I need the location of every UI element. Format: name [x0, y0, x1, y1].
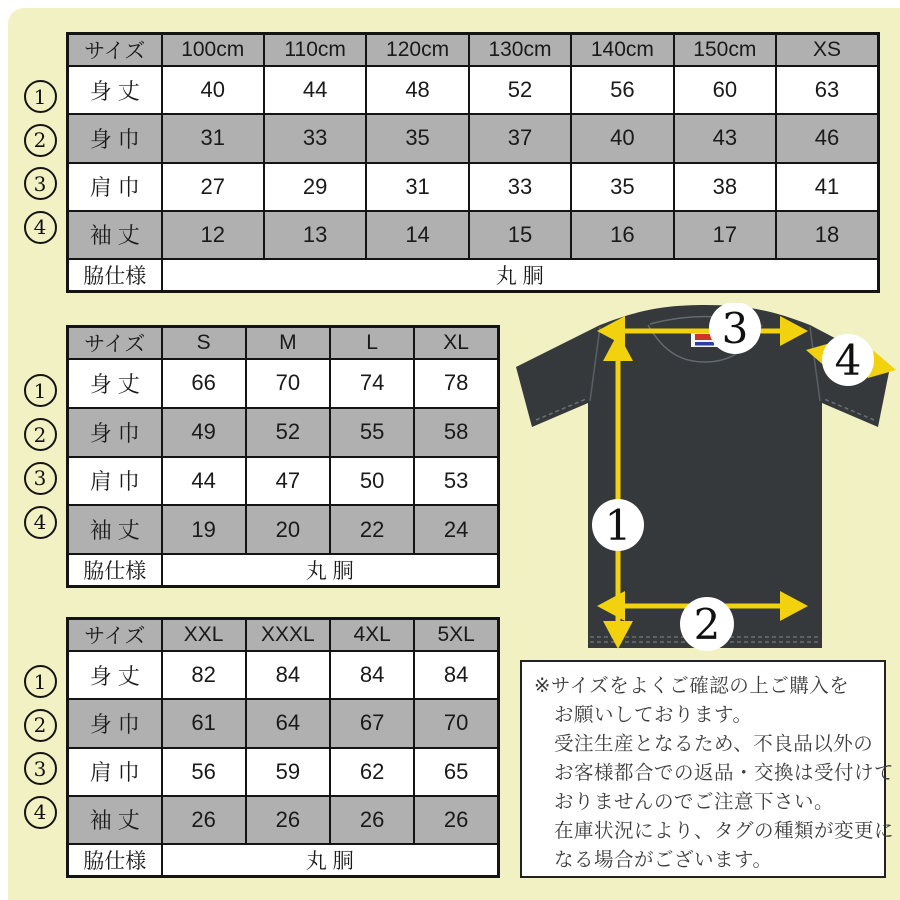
- arrow-badge-3: [709, 303, 761, 354]
- size-value-cell: 47: [246, 457, 330, 506]
- size-value-cell: 78: [414, 359, 498, 408]
- column-header: 100cm: [162, 34, 264, 67]
- size-value-cell: 27: [162, 163, 264, 211]
- size-value-cell: 20: [246, 505, 330, 554]
- row-markers-kids: [22, 75, 58, 249]
- size-value-cell: 61: [162, 699, 246, 747]
- column-header: 150cm: [674, 34, 776, 67]
- size-value-cell: 41: [776, 163, 878, 211]
- size-value-cell: 24: [414, 505, 498, 554]
- size-table-kids: [66, 32, 880, 293]
- row-label: 身 巾: [68, 408, 162, 457]
- size-table-adult: [66, 325, 500, 588]
- circled-number-1: 1: [24, 665, 57, 698]
- purchase-note: [520, 660, 895, 878]
- size-value-cell: 31: [366, 163, 468, 211]
- size-value-cell: 66: [162, 359, 246, 408]
- marker-slot: [22, 704, 58, 748]
- note-line: お客様都合での返品・交換は受付けて: [554, 762, 895, 784]
- size-value-cell: 70: [414, 699, 498, 747]
- column-header: XS: [776, 34, 878, 67]
- column-header: M: [246, 327, 330, 360]
- size-value-cell: 29: [264, 163, 366, 211]
- column-header: S: [162, 327, 246, 360]
- circled-number-3: 3: [24, 752, 57, 785]
- row-label: 袖 丈: [68, 505, 162, 554]
- column-header: 4XL: [330, 619, 414, 652]
- size-value-cell: 59: [246, 748, 330, 796]
- circled-number-3: 3: [24, 462, 57, 495]
- note-line: おりませんのでご注意下さい。: [554, 791, 835, 813]
- size-value-cell: 26: [246, 796, 330, 844]
- marker-slot: [22, 660, 58, 704]
- footer-value: 丸 胴: [162, 844, 499, 877]
- row-label: 肩 巾: [68, 748, 162, 796]
- row-markers-adult: [22, 369, 58, 544]
- row-markers-large: [22, 660, 58, 834]
- size-value-cell: 55: [330, 408, 414, 457]
- footer-label: 脇仕様: [68, 259, 162, 292]
- svg-text:4: 4: [834, 336, 862, 385]
- size-value-cell: 84: [246, 651, 330, 699]
- marker-slot: [22, 162, 58, 206]
- tshirt-measurement-diagram: [500, 303, 900, 655]
- arrow-badge-2: [680, 597, 734, 651]
- row-label: 身 巾: [68, 114, 162, 162]
- row-label: 身 巾: [68, 699, 162, 747]
- circled-number-1: 1: [24, 374, 57, 407]
- size-column-header: サイズ: [68, 327, 162, 360]
- size-value-cell: 22: [330, 505, 414, 554]
- marker-slot: [22, 369, 58, 413]
- circled-number-2: 2: [24, 124, 57, 157]
- note-line: 在庫状況により、タグの種類が変更に: [554, 820, 895, 842]
- column-header: 120cm: [366, 34, 468, 67]
- row-label: 肩 巾: [68, 457, 162, 506]
- size-value-cell: 16: [571, 211, 673, 259]
- row-label: 肩 巾: [68, 163, 162, 211]
- size-value-cell: 40: [162, 66, 264, 114]
- circled-number-4: 4: [24, 211, 57, 244]
- size-value-cell: 67: [330, 699, 414, 747]
- circled-number-2: 2: [24, 418, 57, 451]
- column-header: XXXL: [246, 619, 330, 652]
- size-value-cell: 56: [162, 748, 246, 796]
- size-value-cell: 84: [330, 651, 414, 699]
- size-column-header: サイズ: [68, 619, 162, 652]
- size-value-cell: 33: [469, 163, 571, 211]
- column-header: 110cm: [264, 34, 366, 67]
- footer-value: 丸 胴: [162, 259, 879, 292]
- note-line: お願いしております。: [554, 704, 753, 726]
- size-value-cell: 82: [162, 651, 246, 699]
- size-value-cell: 56: [571, 66, 673, 114]
- column-header: XXL: [162, 619, 246, 652]
- circled-number-1: 1: [24, 80, 57, 113]
- marker-slot: [22, 457, 58, 501]
- size-value-cell: 26: [330, 796, 414, 844]
- size-value-cell: 52: [246, 408, 330, 457]
- size-value-cell: 18: [776, 211, 878, 259]
- size-value-cell: 49: [162, 408, 246, 457]
- column-header: 5XL: [414, 619, 498, 652]
- svg-text:3: 3: [721, 304, 749, 353]
- note-line: 受注生産となるため、不良品以外の: [554, 733, 874, 755]
- size-value-cell: 14: [366, 211, 468, 259]
- circled-number-3: 3: [24, 167, 57, 200]
- marker-slot: [22, 500, 58, 544]
- marker-slot: [22, 791, 58, 835]
- size-value-cell: 12: [162, 211, 264, 259]
- row-label: 身 丈: [68, 66, 162, 114]
- arrow-badge-1: [592, 499, 644, 551]
- size-value-cell: 60: [674, 66, 776, 114]
- size-value-cell: 52: [469, 66, 571, 114]
- marker-slot: [22, 413, 58, 457]
- size-value-cell: 62: [330, 748, 414, 796]
- size-table-large: [66, 617, 500, 878]
- column-header: L: [330, 327, 414, 360]
- footer-value: 丸 胴: [162, 554, 499, 587]
- row-label: 身 丈: [68, 651, 162, 699]
- column-header: XL: [414, 327, 498, 360]
- circled-number-4: 4: [24, 796, 57, 829]
- size-value-cell: 38: [674, 163, 776, 211]
- size-value-cell: 70: [246, 359, 330, 408]
- size-value-cell: 37: [469, 114, 571, 162]
- size-value-cell: 65: [414, 748, 498, 796]
- size-column-header: サイズ: [68, 34, 162, 67]
- size-value-cell: 26: [414, 796, 498, 844]
- size-value-cell: 46: [776, 114, 878, 162]
- size-value-cell: 74: [330, 359, 414, 408]
- size-value-cell: 26: [162, 796, 246, 844]
- size-value-cell: 33: [264, 114, 366, 162]
- marker-slot: [22, 206, 58, 250]
- note-line: ※サイズをよくご確認の上ご購入を: [534, 675, 850, 697]
- column-header: 130cm: [469, 34, 571, 67]
- size-value-cell: 31: [162, 114, 264, 162]
- size-value-cell: 13: [264, 211, 366, 259]
- row-label: 身 丈: [68, 359, 162, 408]
- size-value-cell: 50: [330, 457, 414, 506]
- row-label: 袖 丈: [68, 796, 162, 844]
- arrow-badge-4: [822, 334, 874, 386]
- size-value-cell: 44: [264, 66, 366, 114]
- note-line: なる場合がございます。: [554, 849, 773, 871]
- size-value-cell: 44: [162, 457, 246, 506]
- circled-number-4: 4: [24, 506, 57, 539]
- row-label: 袖 丈: [68, 211, 162, 259]
- size-value-cell: 53: [414, 457, 498, 506]
- footer-label: 脇仕様: [68, 554, 162, 587]
- column-header: 140cm: [571, 34, 673, 67]
- size-value-cell: 64: [246, 699, 330, 747]
- svg-text:1: 1: [604, 501, 632, 550]
- marker-slot: [22, 119, 58, 163]
- marker-slot: [22, 747, 58, 791]
- circled-number-2: 2: [24, 709, 57, 742]
- size-value-cell: 63: [776, 66, 878, 114]
- size-value-cell: 17: [674, 211, 776, 259]
- svg-text:2: 2: [693, 600, 721, 649]
- size-value-cell: 40: [571, 114, 673, 162]
- size-value-cell: 15: [469, 211, 571, 259]
- size-value-cell: 48: [366, 66, 468, 114]
- size-value-cell: 43: [674, 114, 776, 162]
- marker-slot: [22, 75, 58, 119]
- size-value-cell: 35: [366, 114, 468, 162]
- size-value-cell: 58: [414, 408, 498, 457]
- size-value-cell: 84: [414, 651, 498, 699]
- size-value-cell: 19: [162, 505, 246, 554]
- size-value-cell: 35: [571, 163, 673, 211]
- footer-label: 脇仕様: [68, 844, 162, 877]
